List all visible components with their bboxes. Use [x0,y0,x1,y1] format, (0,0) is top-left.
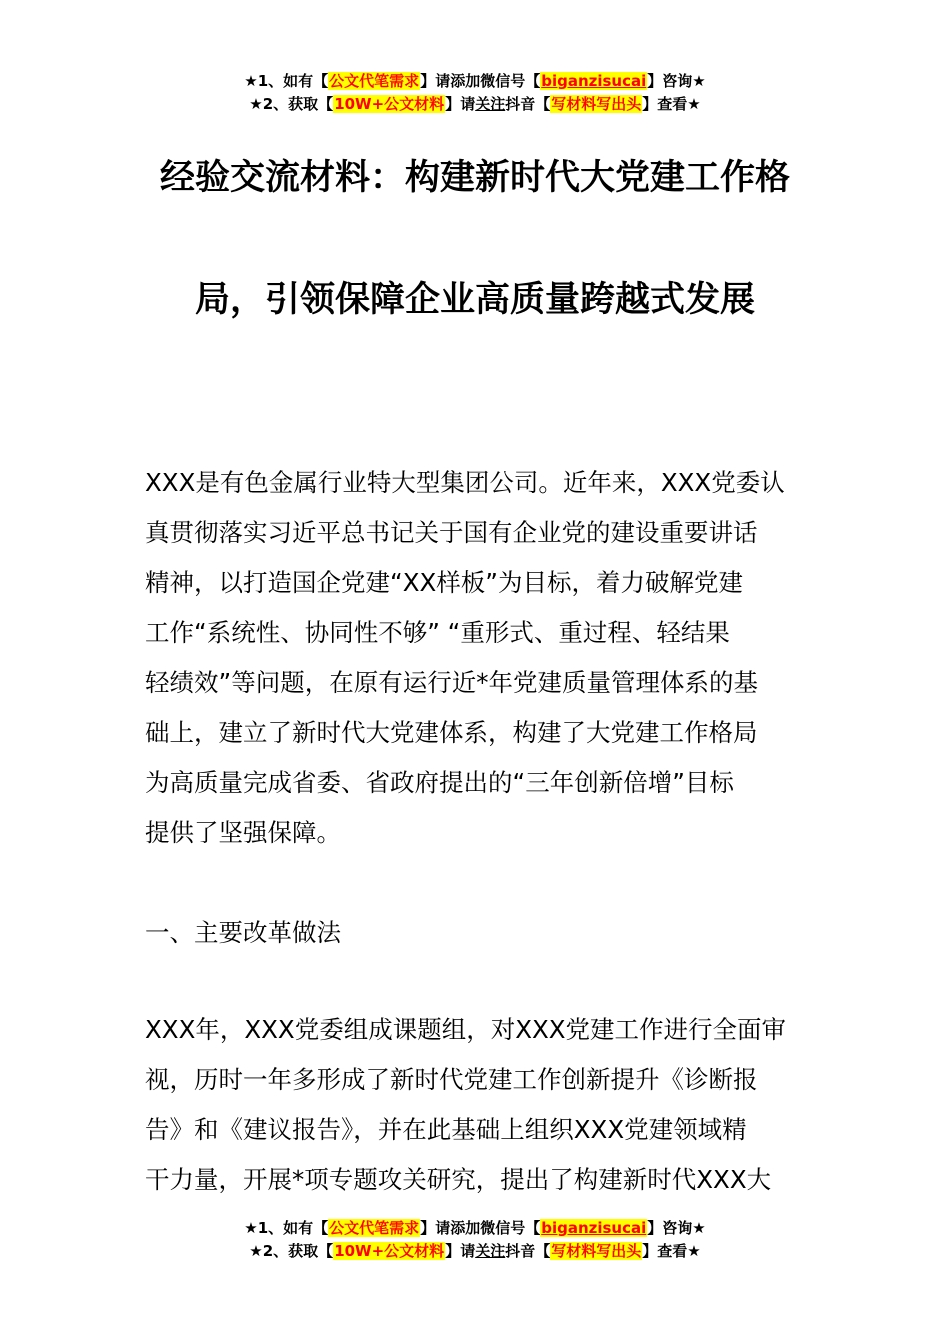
promo-line-2 [0,93,950,116]
promo-line-2-suffix: 】查看★ [642,95,701,113]
promo-line-1-mid: 】请添加微信号【 [420,72,541,90]
promo-highlight-materials: 10W+公文材料 [334,1242,445,1260]
promo-douyin-account: 写材料写出头 [551,95,642,113]
promo-wechat-id: biganzisucai [541,1219,647,1237]
paragraph-line: 视，历时一年多形成了新时代党建工作创新提升《诊断报 [145,1065,758,1094]
section-heading-main-reforms: 一、主要改革做法 [145,918,341,947]
promo-highlight-materials: 10W+公文材料 [334,95,445,113]
reform-paragraph [145,1005,808,1205]
promo-line-2-mid2: 抖音【 [505,95,551,113]
promo-follow-text: 关注 [475,1242,506,1260]
promo-line-1-mid: 】请添加微信号【 [420,1219,541,1237]
paragraph-line: XXX年，XXX党委组成课题组，对XXX党建工作进行全面审 [145,1015,787,1044]
paragraph-line: 轻绩效”等问题，在原有运行近*年党建质量管理体系的基 [145,668,758,697]
paragraph-line: XXX是有色金属行业特大型集团公司。近年来，XXX党委认 [145,468,785,497]
promo-line-2-prefix: ★2、获取【 [249,1242,334,1260]
paragraph-line: 础上，建立了新时代大党建体系，构建了大党建工作格局 [145,718,758,747]
document-title-line-2: 局，引领保障企业高质量跨越式发展 [194,280,755,320]
promo-line-1 [0,1217,950,1240]
paragraph-line: 为高质量完成省委、省政府提出的“三年创新倍增”目标 [145,768,734,797]
promo-line-1-prefix: ★1、如有【 [244,72,329,90]
top-promo-banner [0,70,950,116]
promo-highlight-writing-service: 公文代笔需求 [329,1219,420,1237]
intro-paragraph [145,458,808,858]
promo-line-2-suffix: 】查看★ [642,1242,701,1260]
paragraph-line: 真贯彻落实习近平总书记关于国有企业党的建设重要讲话 [145,518,758,547]
promo-highlight-writing-service: 公文代笔需求 [329,72,420,90]
document-title-line-1: 经验交流材料：构建新时代大党建工作格 [159,158,790,198]
promo-wechat-id: biganzisucai [541,72,647,90]
promo-line-2 [0,1240,950,1263]
promo-line-2-prefix: ★2、获取【 [249,95,334,113]
bottom-promo-banner [0,1217,950,1263]
promo-line-1-prefix: ★1、如有【 [244,1219,329,1237]
promo-line-2-mid: 】请 [445,1242,476,1260]
paragraph-line: 干力量，开展*项专题攻关研究，提出了构建新时代XXX大 [145,1165,772,1194]
paragraph-line: 精神，以打造国企党建“XX样板”为目标，着力破解党建 [145,568,743,597]
promo-line-1-suffix: 】咨询★ [647,72,706,90]
paragraph-line: 提供了坚强保障。 [145,818,341,847]
promo-douyin-account: 写材料写出头 [551,1242,642,1260]
promo-line-1-suffix: 】咨询★ [647,1219,706,1237]
promo-follow-text: 关注 [475,95,506,113]
paragraph-line: 告》和《建议报告》，并在此基础上组织XXX党建领域精 [145,1115,747,1144]
paragraph-line: 工作“系统性、协同性不够” “重形式、重过程、轻结果 [145,618,730,647]
promo-line-2-mid: 】请 [445,95,476,113]
promo-line-1 [0,70,950,93]
promo-line-2-mid2: 抖音【 [505,1242,551,1260]
